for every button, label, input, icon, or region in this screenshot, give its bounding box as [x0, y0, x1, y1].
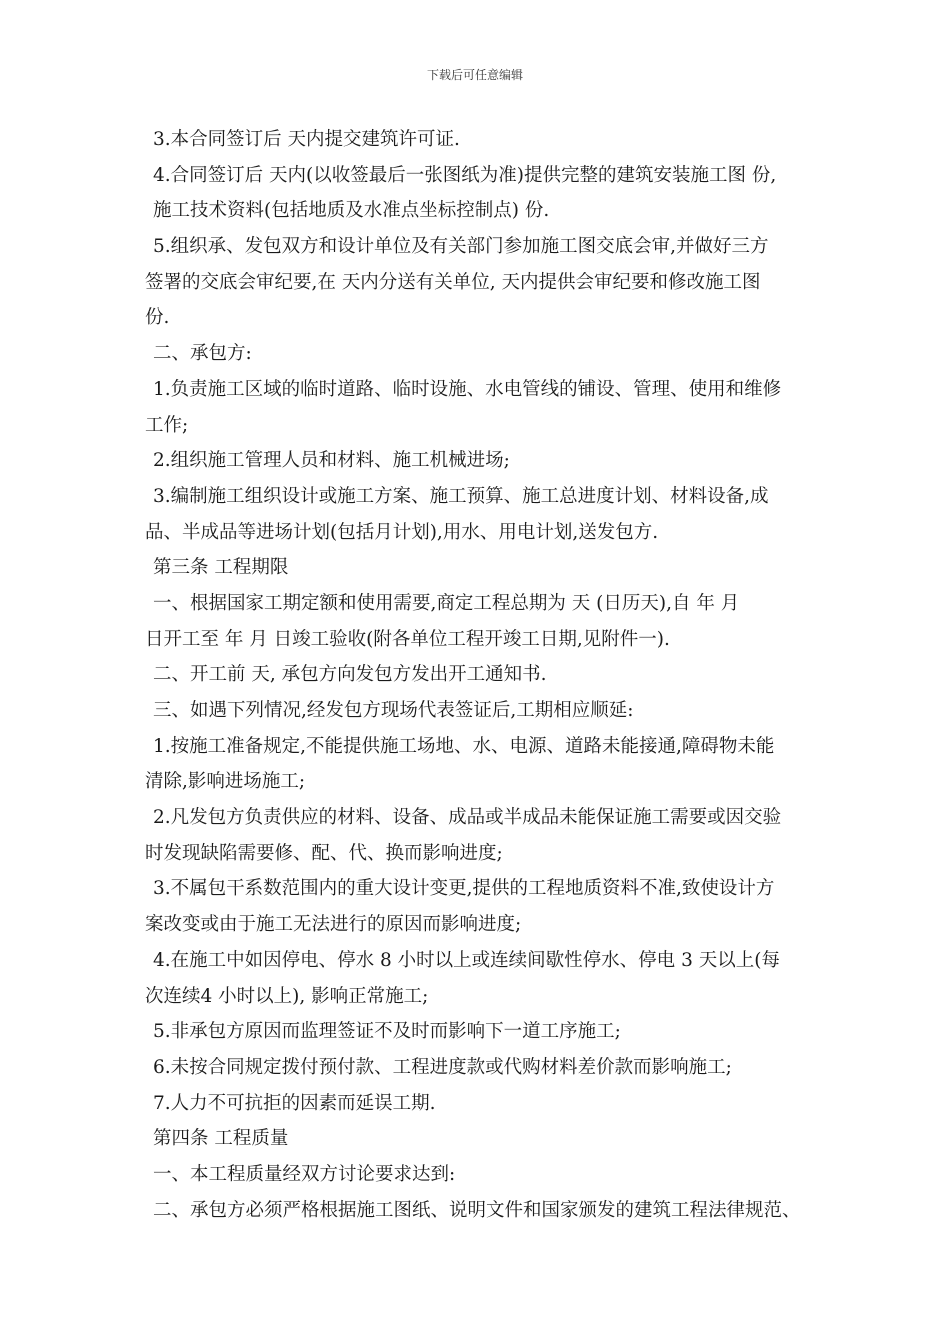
text-line: 二、承包方:: [153, 343, 252, 365]
text-line: 7.人力不可抗拒的因素而延误工期.: [153, 1092, 436, 1114]
text-line: 第四条 工程质量: [153, 1128, 289, 1150]
text-line: 品、半成品等进场计划(包括月计划),用水、用电计划,送发包方.: [145, 521, 659, 543]
text-line: 4.合同签订后 天内(以收签最后一张图纸为准)提供完整的建筑安装施工图 份,: [153, 164, 777, 186]
text-line: 签署的交底会审纪要,在 天内分送有关单位, 天内提供会审纪要和修改施工图: [145, 271, 761, 293]
document-body: [145, 122, 820, 1228]
text-line: 3.编制施工组织设计或施工方案、施工预算、施工总进度计划、材料设备,成: [153, 485, 769, 507]
text-line: 时发现缺陷需要修、配、代、换而影响进度;: [145, 842, 503, 864]
page-header-note: 下载后可任意编辑: [426, 68, 523, 82]
text-line: 一、本工程质量经双方讨论要求达到:: [153, 1163, 456, 1185]
text-line: 1.负责施工区域的临时道路、临时设施、水电管线的铺设、管理、使用和维修: [153, 378, 782, 400]
text-line: 工作;: [145, 414, 189, 436]
text-line: 2.组织施工管理人员和材料、施工机械进场;: [153, 450, 510, 472]
text-line: 第三条 工程期限: [153, 557, 289, 579]
text-line: 4.在施工中如因停电、停水 8 小时以上或连续间歇性停水、停电 3 天以上(每: [153, 949, 780, 971]
text-line: 次连续4 小时以上), 影响正常施工;: [145, 985, 429, 1007]
text-line: 份.: [145, 307, 170, 329]
text-line: 二、承包方必须严格根据施工图纸、说明文件和国家颁发的建筑工程法律规范、: [153, 1199, 801, 1221]
text-line: 6.未按合同规定拨付预付款、工程进度款或代购材料差价款而影响施工;: [153, 1056, 732, 1078]
text-line: 案改变或由于施工无法进行的原因而影响进度;: [145, 914, 522, 936]
text-line: 清除,影响进场施工;: [145, 771, 306, 793]
text-line: 3.本合同签订后 天内提交建筑许可证.: [153, 129, 460, 150]
text-line: 5.组织承、发包双方和设计单位及有关部门参加施工图交底会审,并做好三方: [153, 236, 769, 258]
text-line: 二、开工前 天, 承包方向发包方发出开工通知书.: [153, 664, 547, 686]
text-line: 2.凡发包方负责供应的材料、设备、成品或半成品未能保证施工需要或因交验: [153, 807, 782, 829]
text-line: 3.不属包干系数范围内的重大设计变更,提供的工程地质资料不准,致使设计方: [153, 878, 775, 900]
text-line: 施工技术资料(包括地质及水准点坐标控制点) 份.: [153, 200, 550, 222]
text-line: 5.非承包方原因而监理签证不及时而影响下一道工序施工;: [153, 1021, 621, 1043]
text-line: 日开工至 年 月 日竣工验收(附各单位工程开竣工日期,见附件一).: [145, 628, 670, 650]
text-line: 一、根据国家工期定额和使用需要,商定工程总期为 天 (日历天),自 年 月: [153, 592, 740, 614]
text-line: 三、如遇下列情况,经发包方现场代表签证后,工期相应顺延:: [153, 700, 634, 721]
text-line: 1.按施工准备规定,不能提供施工场地、水、电源、道路未能接通,障碍物未能: [153, 735, 775, 757]
